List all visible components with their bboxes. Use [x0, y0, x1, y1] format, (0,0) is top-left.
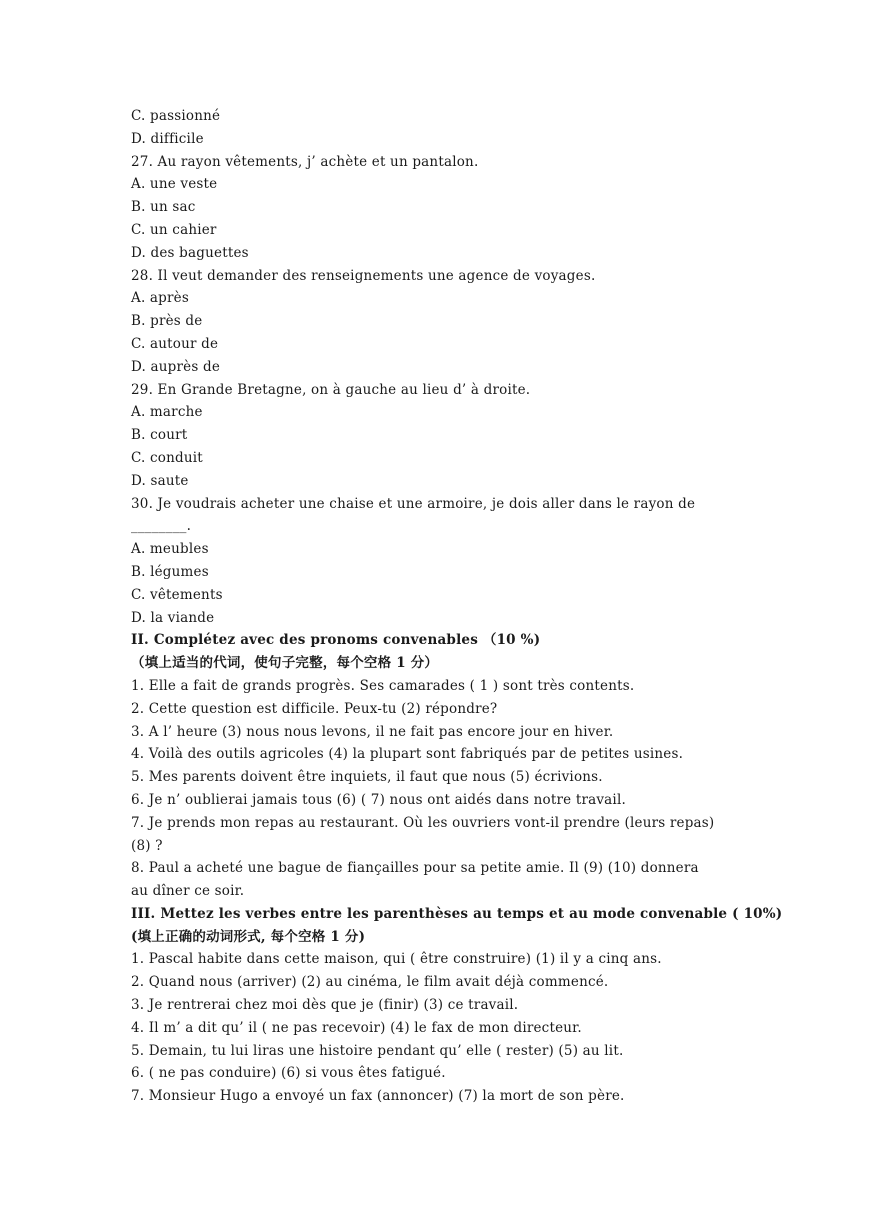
text-line: D. la viande	[131, 609, 215, 626]
text-line: A. marche	[131, 404, 203, 421]
text-line: 30. Je voudrais acheter une chaise et une armoire, je dois aller dans le rayon de	[131, 495, 696, 512]
text-line: 1. Elle a fait de grands progrès. Ses camarades ( 1 ) sont très contents.	[131, 677, 635, 694]
text-line: D. difficile	[131, 130, 204, 147]
text-line: C. un cahier	[131, 221, 217, 238]
text-line: C. conduit	[131, 449, 203, 466]
text-line: 4. Voilà des outils agricoles (4) la plupart sont fabriqués par de petites usines.	[131, 746, 684, 763]
text-line: D. auprès de	[131, 358, 221, 375]
text-line: 7. Monsieur Hugo a envoyé un fax (annoncer) (7) la mort de son père.	[131, 1088, 625, 1105]
text-line: ________.	[131, 518, 192, 535]
text-line: B. un sac	[131, 199, 196, 216]
text-line: A. une veste	[131, 176, 218, 193]
section-heading-line: （填上适当的代词，使句子完整，每个空格 1 分）	[131, 655, 439, 672]
text-line: (8) ?	[131, 837, 163, 854]
text-line: 3. A l’ heure (3) nous nous levons, il ne fait pas encore jour en hiver.	[131, 723, 614, 740]
text-line: 2. Cette question est difficile. Peux-tu (2) répondre?	[131, 700, 498, 717]
text-line: B. légumes	[131, 563, 209, 580]
text-line: 6. ( ne pas conduire) (6) si vous êtes fatigué.	[131, 1065, 446, 1082]
text-line: 5. Demain, tu lui liras une histoire pendant qu’ elle ( rester) (5) au lit.	[131, 1042, 624, 1059]
text-line: D. des baguettes	[131, 244, 249, 261]
text-line: 3. Je rentrerai chez moi dès que je (finir) (3) ce travail.	[131, 997, 519, 1014]
section-heading-line: II. Complétez avec des pronoms convenables （10 %)	[131, 632, 541, 649]
text-line: 28. Il veut demander des renseignements une agence de voyages.	[131, 267, 596, 284]
section-heading-line: (填上正确的动词形式, 每个空格 1 分)	[131, 928, 366, 945]
text-line: 1. Pascal habite dans cette maison, qui ( être construire) (1) il y a cinq ans.	[131, 951, 662, 968]
text-line: 5. Mes parents doivent être inquiets, il faut que nous (5) écrivions.	[131, 769, 603, 786]
text-line: 27. Au rayon vêtements, j’ achète et un pantalon.	[131, 153, 479, 170]
text-line: A. meubles	[131, 541, 209, 558]
text-line: 8. Paul a acheté une bague de fiançailles pour sa petite amie. Il (9) (10) donnera	[131, 860, 699, 877]
text-line: C. autour de	[131, 335, 219, 352]
text-line: au dîner ce soir.	[131, 883, 245, 900]
text-line: C. vêtements	[131, 586, 223, 603]
text-line: B. court	[131, 427, 188, 444]
text-line: 4. Il m’ a dit qu’ il ( ne pas recevoir) (4) le fax de mon directeur.	[131, 1019, 582, 1036]
text-line: 6. Je n’ oublierai jamais tous (6) ( 7) nous ont aidés dans notre travail.	[131, 791, 626, 808]
text-line: C. passionné	[131, 108, 221, 124]
text-line: A. après	[131, 290, 189, 307]
text-line: 7. Je prends mon repas au restaurant. Où les ouvriers vont-il prendre (leurs repas)	[131, 814, 715, 831]
document-page	[131, 105, 783, 1108]
text-line: 29. En Grande Bretagne, on à gauche au lieu d’ à droite.	[131, 381, 531, 398]
text-line: B. près de	[131, 313, 203, 330]
text-line: 2. Quand nous (arriver) (2) au cinéma, le film avait déjà commencé.	[131, 974, 609, 991]
text-line: D. saute	[131, 472, 189, 489]
section-heading-line: III. Mettez les verbes entre les parenthèses au temps et au mode convenable ( 10%)	[131, 905, 783, 922]
